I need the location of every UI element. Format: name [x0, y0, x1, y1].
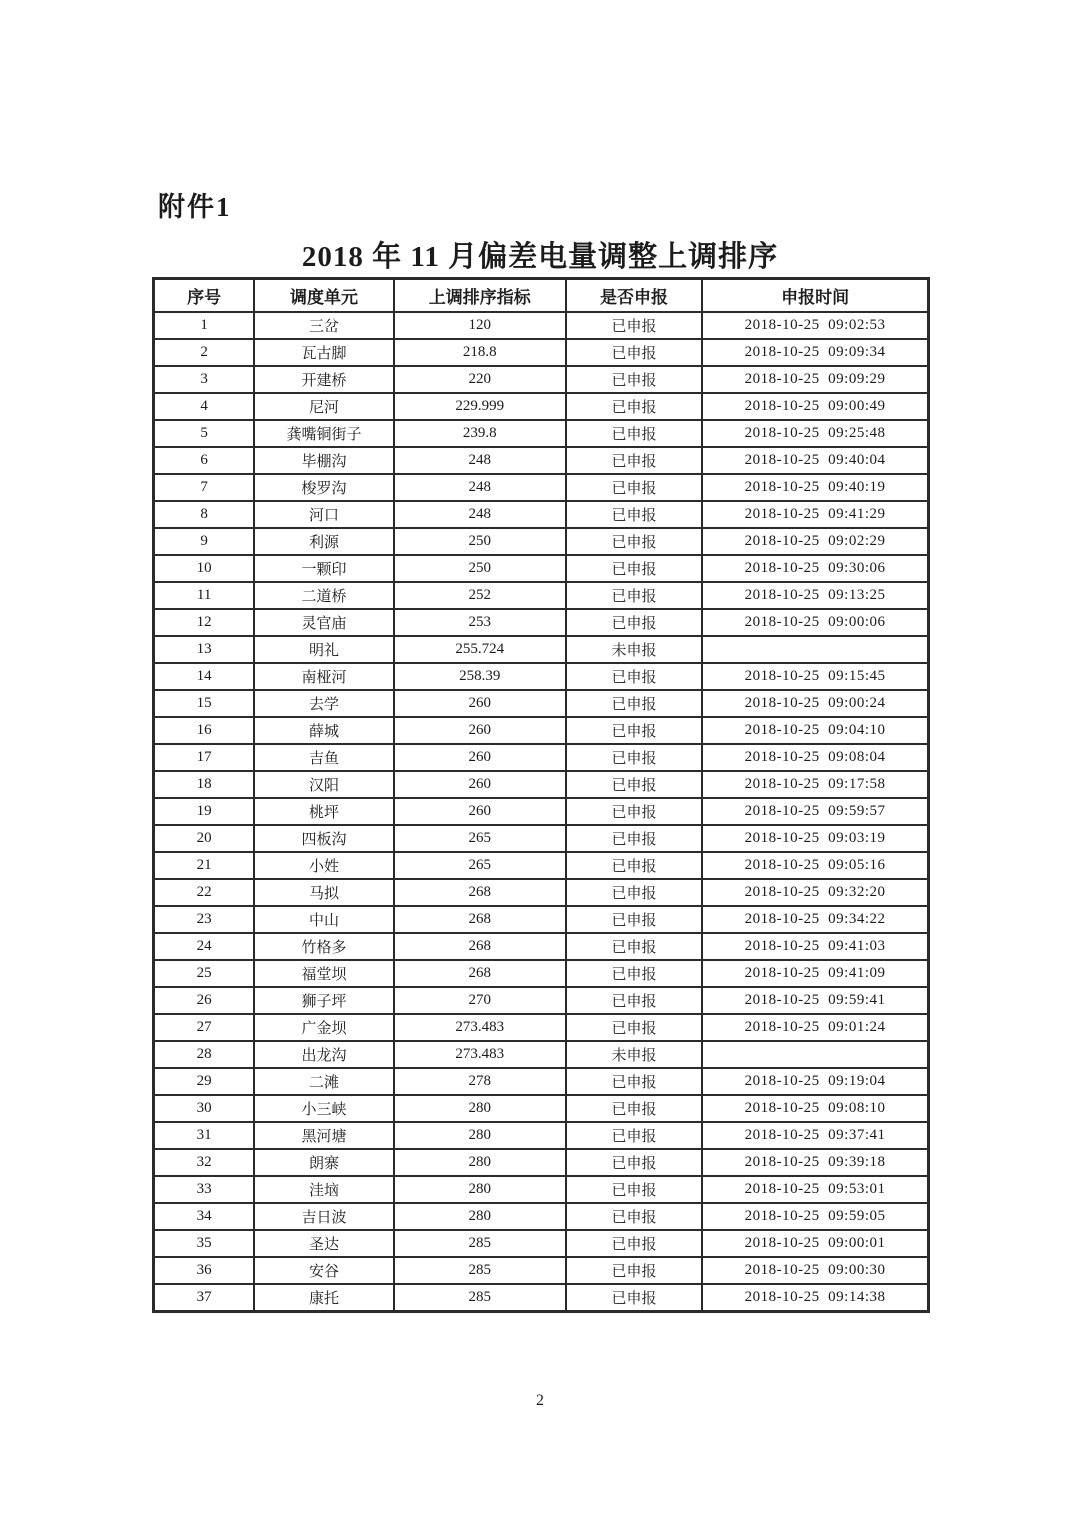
unit-name: 吉鱼: [254, 744, 394, 771]
ranking-index: 278: [394, 1068, 566, 1095]
ranking-index: 285: [394, 1284, 566, 1312]
table-row: [154, 582, 929, 609]
declared-status: 已申报: [566, 690, 702, 717]
declare-time: 2018-10-25 09:39:18: [702, 1149, 928, 1176]
table-row: [154, 1230, 929, 1257]
declare-time: [702, 636, 928, 663]
unit-name: 汉阳: [254, 771, 394, 798]
declare-time: 2018-10-25 09:02:29: [702, 528, 928, 555]
table-row: [154, 1176, 929, 1203]
declare-time: 2018-10-25 09:05:16: [702, 852, 928, 879]
declared-status: 已申报: [566, 339, 702, 366]
table-row: [154, 1014, 929, 1041]
unit-name: 洼垴: [254, 1176, 394, 1203]
declared-status: 已申报: [566, 1230, 702, 1257]
declare-time: 2018-10-25 09:01:24: [702, 1014, 928, 1041]
row-index: 6: [154, 447, 255, 474]
unit-name: 黑河塘: [254, 1122, 394, 1149]
ranking-index: 270: [394, 987, 566, 1014]
row-index: 14: [154, 663, 255, 690]
ranking-index: 253: [394, 609, 566, 636]
row-index: 3: [154, 366, 255, 393]
table-row: [154, 1284, 929, 1312]
table-row: [154, 636, 929, 663]
table-row: [154, 1149, 929, 1176]
declared-status: 已申报: [566, 474, 702, 501]
ranking-index: 280: [394, 1203, 566, 1230]
ranking-index: 260: [394, 771, 566, 798]
declared-status: 已申报: [566, 906, 702, 933]
row-index: 24: [154, 933, 255, 960]
unit-name: 圣达: [254, 1230, 394, 1257]
table-row: [154, 1041, 929, 1068]
table-row: [154, 771, 929, 798]
unit-name: 尼河: [254, 393, 394, 420]
row-index: 27: [154, 1014, 255, 1041]
unit-name: 梭罗沟: [254, 474, 394, 501]
ranking-index: 250: [394, 528, 566, 555]
ranking-index: 260: [394, 798, 566, 825]
declared-status: 已申报: [566, 663, 702, 690]
table-row: [154, 528, 929, 555]
declare-time: 2018-10-25 09:00:24: [702, 690, 928, 717]
table-row: [154, 987, 929, 1014]
declare-time: 2018-10-25 09:41:09: [702, 960, 928, 987]
table-row: [154, 879, 929, 906]
unit-name: 龚嘴铜街子: [254, 420, 394, 447]
page-number: 2: [536, 1392, 544, 1409]
table-row: [154, 312, 929, 339]
table-row: [154, 501, 929, 528]
declared-status: 已申报: [566, 501, 702, 528]
declared-status: 已申报: [566, 609, 702, 636]
table-row: [154, 798, 929, 825]
row-index: 36: [154, 1257, 255, 1284]
row-index: 32: [154, 1149, 255, 1176]
table-row: [154, 393, 929, 420]
unit-name: 小三峡: [254, 1095, 394, 1122]
unit-name: 朗寨: [254, 1149, 394, 1176]
declare-time: 2018-10-25 09:09:34: [702, 339, 928, 366]
declare-time: 2018-10-25 09:09:29: [702, 366, 928, 393]
declare-time: 2018-10-25 09:13:25: [702, 582, 928, 609]
declare-time: 2018-10-25 09:02:53: [702, 312, 928, 339]
table-row: [154, 933, 929, 960]
unit-name: 一颗印: [254, 555, 394, 582]
page-title: 2018 年 11 月偏差电量调整上调排序: [301, 241, 779, 273]
ranking-index: 268: [394, 879, 566, 906]
ranking-index: 268: [394, 906, 566, 933]
table-row: [154, 366, 929, 393]
declare-time: 2018-10-25 09:08:10: [702, 1095, 928, 1122]
ranking-index: 280: [394, 1176, 566, 1203]
row-index: 35: [154, 1230, 255, 1257]
declared-status: 已申报: [566, 312, 702, 339]
row-index: 25: [154, 960, 255, 987]
ranking-index: 273.483: [394, 1041, 566, 1068]
unit-name: 瓦古脚: [254, 339, 394, 366]
ranking-index: 260: [394, 690, 566, 717]
declare-time: 2018-10-25 09:00:06: [702, 609, 928, 636]
declare-time: 2018-10-25 09:14:38: [702, 1284, 928, 1312]
unit-name: 二道桥: [254, 582, 394, 609]
declared-status: 已申报: [566, 1095, 702, 1122]
declared-status: 未申报: [566, 636, 702, 663]
row-index: 9: [154, 528, 255, 555]
unit-name: 三岔: [254, 312, 394, 339]
row-index: 23: [154, 906, 255, 933]
declared-status: 已申报: [566, 798, 702, 825]
ranking-index: 218.8: [394, 339, 566, 366]
declare-time: 2018-10-25 09:00:30: [702, 1257, 928, 1284]
row-index: 13: [154, 636, 255, 663]
row-index: 2: [154, 339, 255, 366]
row-index: 7: [154, 474, 255, 501]
declared-status: 已申报: [566, 393, 702, 420]
declare-time: [702, 1041, 928, 1068]
declare-time: 2018-10-25 09:17:58: [702, 771, 928, 798]
declare-time: 2018-10-25 09:03:19: [702, 825, 928, 852]
unit-name: 马拟: [254, 879, 394, 906]
ranking-index: 255.724: [394, 636, 566, 663]
ranking-index: 248: [394, 474, 566, 501]
ranking-index: 258.39: [394, 663, 566, 690]
table-row: [154, 447, 929, 474]
ranking-index: 260: [394, 744, 566, 771]
table-row: [154, 825, 929, 852]
table-row: [154, 420, 929, 447]
table-row: [154, 852, 929, 879]
unit-name: 狮子坪: [254, 987, 394, 1014]
ranking-index: 285: [394, 1257, 566, 1284]
declared-status: 已申报: [566, 1014, 702, 1041]
unit-name: 开建桥: [254, 366, 394, 393]
table-row: [154, 609, 929, 636]
row-index: 28: [154, 1041, 255, 1068]
unit-name: 四板沟: [254, 825, 394, 852]
table-row: [154, 663, 929, 690]
declare-time: 2018-10-25 09:59:57: [702, 798, 928, 825]
ranking-index: 220: [394, 366, 566, 393]
declare-time: 2018-10-25 09:04:10: [702, 717, 928, 744]
row-index: 30: [154, 1095, 255, 1122]
table-row: [154, 1122, 929, 1149]
declare-time: 2018-10-25 09:15:45: [702, 663, 928, 690]
row-index: 5: [154, 420, 255, 447]
declare-time: 2018-10-25 09:00:01: [702, 1230, 928, 1257]
ranking-table-container: [152, 277, 930, 1313]
unit-name: 安谷: [254, 1257, 394, 1284]
row-index: 1: [154, 312, 255, 339]
row-index: 12: [154, 609, 255, 636]
table-row: [154, 1203, 929, 1230]
declared-status: 已申报: [566, 987, 702, 1014]
table-row: [154, 339, 929, 366]
ranking-index: 239.8: [394, 420, 566, 447]
table-row: [154, 906, 929, 933]
declared-status: 已申报: [566, 879, 702, 906]
declare-time: 2018-10-25 09:30:06: [702, 555, 928, 582]
table-row: [154, 744, 929, 771]
column-header: 申报时间: [702, 279, 928, 313]
declared-status: 已申报: [566, 366, 702, 393]
table-row: [154, 1095, 929, 1122]
column-header: 上调排序指标: [394, 279, 566, 313]
table-row: [154, 474, 929, 501]
row-index: 34: [154, 1203, 255, 1230]
declare-time: 2018-10-25 09:59:05: [702, 1203, 928, 1230]
ranking-index: 265: [394, 825, 566, 852]
unit-name: 河口: [254, 501, 394, 528]
row-index: 15: [154, 690, 255, 717]
declare-time: 2018-10-25 09:00:49: [702, 393, 928, 420]
ranking-index: 268: [394, 960, 566, 987]
table-row: [154, 717, 929, 744]
declared-status: 已申报: [566, 447, 702, 474]
row-index: 31: [154, 1122, 255, 1149]
declare-time: 2018-10-25 09:53:01: [702, 1176, 928, 1203]
unit-name: 福堂坝: [254, 960, 394, 987]
declared-status: 已申报: [566, 825, 702, 852]
ranking-index: 268: [394, 933, 566, 960]
ranking-index: 260: [394, 717, 566, 744]
declare-time: 2018-10-25 09:19:04: [702, 1068, 928, 1095]
row-index: 29: [154, 1068, 255, 1095]
declare-time: 2018-10-25 09:34:22: [702, 906, 928, 933]
unit-name: 康托: [254, 1284, 394, 1312]
declared-status: 已申报: [566, 1122, 702, 1149]
ranking-index: 285: [394, 1230, 566, 1257]
declare-time: 2018-10-25 09:41:03: [702, 933, 928, 960]
ranking-table: [152, 277, 930, 1313]
declare-time: 2018-10-25 09:40:04: [702, 447, 928, 474]
table-row: [154, 1257, 929, 1284]
table-row: [154, 690, 929, 717]
row-index: 16: [154, 717, 255, 744]
unit-name: 广金坝: [254, 1014, 394, 1041]
row-index: 26: [154, 987, 255, 1014]
ranking-index: 120: [394, 312, 566, 339]
unit-name: 毕棚沟: [254, 447, 394, 474]
ranking-index: 280: [394, 1095, 566, 1122]
ranking-index: 273.483: [394, 1014, 566, 1041]
unit-name: 竹格多: [254, 933, 394, 960]
unit-name: 吉日波: [254, 1203, 394, 1230]
declared-status: 已申报: [566, 420, 702, 447]
declared-status: 已申报: [566, 717, 702, 744]
row-index: 10: [154, 555, 255, 582]
ranking-index: 248: [394, 501, 566, 528]
row-index: 4: [154, 393, 255, 420]
attachment-label: 附件1: [158, 192, 232, 222]
row-index: 11: [154, 582, 255, 609]
ranking-index: 252: [394, 582, 566, 609]
declared-status: 已申报: [566, 582, 702, 609]
ranking-index: 229.999: [394, 393, 566, 420]
unit-name: 灵官庙: [254, 609, 394, 636]
unit-name: 中山: [254, 906, 394, 933]
ranking-index: 250: [394, 555, 566, 582]
unit-name: 明礼: [254, 636, 394, 663]
table-row: [154, 960, 929, 987]
row-index: 17: [154, 744, 255, 771]
row-index: 37: [154, 1284, 255, 1312]
row-index: 18: [154, 771, 255, 798]
declared-status: 已申报: [566, 1068, 702, 1095]
declare-time: 2018-10-25 09:40:19: [702, 474, 928, 501]
table-row: [154, 1068, 929, 1095]
declared-status: 已申报: [566, 528, 702, 555]
ranking-index: 265: [394, 852, 566, 879]
unit-name: 二滩: [254, 1068, 394, 1095]
unit-name: 薛城: [254, 717, 394, 744]
declared-status: 已申报: [566, 744, 702, 771]
declare-time: 2018-10-25 09:37:41: [702, 1122, 928, 1149]
column-header: 序号: [154, 279, 255, 313]
unit-name: 出龙沟: [254, 1041, 394, 1068]
table-row: [154, 555, 929, 582]
declare-time: 2018-10-25 09:59:41: [702, 987, 928, 1014]
declared-status: 已申报: [566, 1284, 702, 1312]
declare-time: 2018-10-25 09:41:29: [702, 501, 928, 528]
declared-status: 已申报: [566, 1176, 702, 1203]
unit-name: 桃坪: [254, 798, 394, 825]
declared-status: 已申报: [566, 771, 702, 798]
declared-status: 已申报: [566, 1257, 702, 1284]
ranking-index: 280: [394, 1122, 566, 1149]
ranking-index: 280: [394, 1149, 566, 1176]
declared-status: 已申报: [566, 555, 702, 582]
ranking-index: 248: [394, 447, 566, 474]
declared-status: 已申报: [566, 960, 702, 987]
row-index: 19: [154, 798, 255, 825]
column-header: 是否申报: [566, 279, 702, 313]
row-index: 22: [154, 879, 255, 906]
declare-time: 2018-10-25 09:25:48: [702, 420, 928, 447]
unit-name: 小姓: [254, 852, 394, 879]
declared-status: 已申报: [566, 1203, 702, 1230]
row-index: 20: [154, 825, 255, 852]
unit-name: 利源: [254, 528, 394, 555]
declared-status: 已申报: [566, 852, 702, 879]
table-header-row: [154, 279, 929, 313]
row-index: 21: [154, 852, 255, 879]
declared-status: 未申报: [566, 1041, 702, 1068]
column-header: 调度单元: [254, 279, 394, 313]
row-index: 8: [154, 501, 255, 528]
row-index: 33: [154, 1176, 255, 1203]
declare-time: 2018-10-25 09:08:04: [702, 744, 928, 771]
declared-status: 已申报: [566, 933, 702, 960]
declare-time: 2018-10-25 09:32:20: [702, 879, 928, 906]
declared-status: 已申报: [566, 1149, 702, 1176]
table-body: [154, 312, 929, 1312]
unit-name: 去学: [254, 690, 394, 717]
unit-name: 南桠河: [254, 663, 394, 690]
